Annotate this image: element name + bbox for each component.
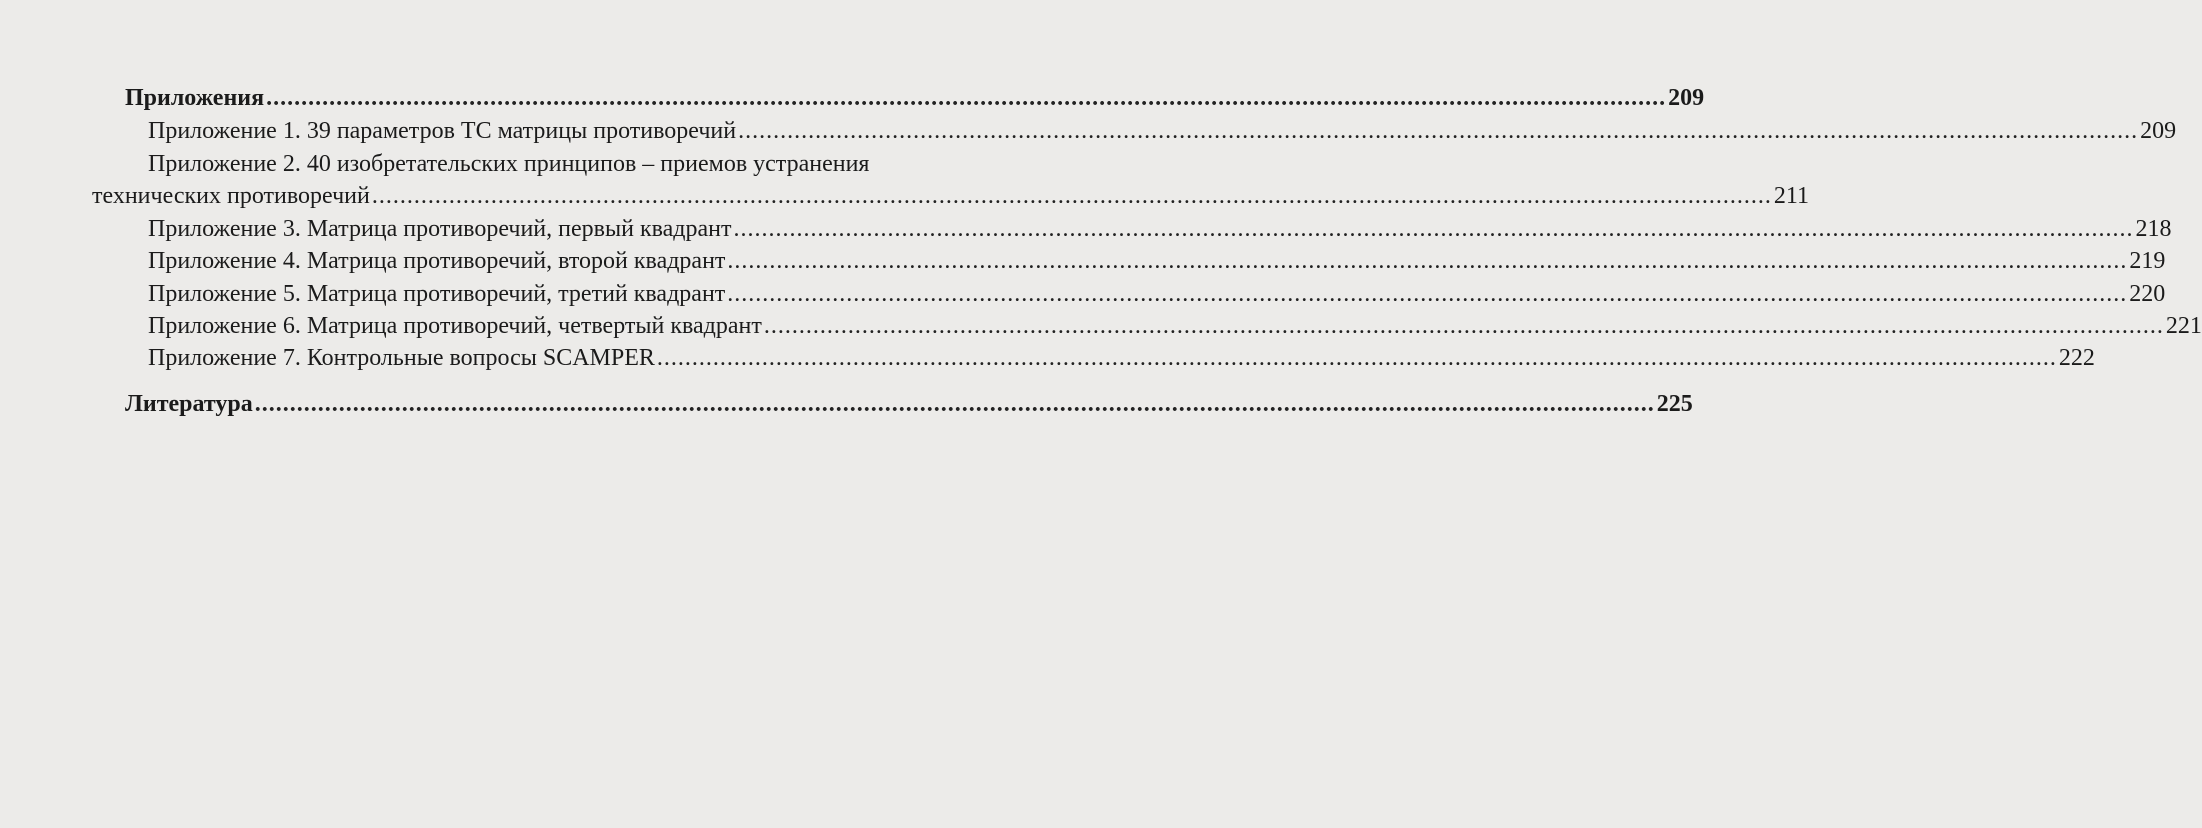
toc-entry-label: Литература — [125, 391, 253, 417]
toc-page-number: 220 — [2129, 281, 2166, 307]
toc-entry-appendix-2-line1 — [148, 148, 1025, 180]
toc-entry-label: Приложение 7. Контрольные вопросы SCAMPER — [148, 345, 655, 371]
toc-entry-appendix-4 — [148, 245, 2166, 277]
toc-entry-label: Приложение 3. Матрица противоречий, первый квадрант — [148, 216, 732, 242]
toc-entry-label: Приложение 5. Матрица противоречий, третий квадрант — [148, 281, 726, 307]
toc-entry-label: Приложение 1. 39 параметров ТС матрицы противоречий — [148, 118, 737, 144]
toc-entry-appendix-1 — [148, 115, 2177, 147]
dot-leader: ........................................................................................................................................................................................................ — [266, 85, 1667, 111]
dot-leader: ........................................................................................................................................................................................................ — [738, 118, 2139, 144]
toc-entry-label: Приложение 4. Матрица противоречий, второй квадрант — [148, 248, 726, 274]
toc-entry-appendix-5 — [148, 278, 2166, 310]
dot-leader: ........................................................................................................................................................................................................ — [727, 281, 2128, 307]
toc-entry-label: Приложение 6. Матрица противоречий, четвертый квадрант — [148, 313, 762, 339]
toc-entry-appendix-3 — [148, 213, 2172, 245]
dot-leader: ........................................................................................................................................................................................................ — [371, 183, 1772, 209]
toc-page-number: 209 — [1668, 85, 1705, 111]
toc-entry-label: Приложения — [125, 85, 265, 111]
dot-leader: ........................................................................................................................................................................................................ — [254, 391, 1655, 417]
toc-page-number: 209 — [2140, 118, 2177, 144]
dot-leader: ........................................................................................................................................................................................................ — [733, 216, 2134, 242]
toc-entry-literature — [125, 388, 1693, 420]
toc-entry-label: Приложение 2. 40 изобретательских принципов – приемов устранения — [148, 151, 870, 177]
dot-leader: ........................................................................................................................................................................................................ — [727, 248, 2128, 274]
toc-page-number: 221 — [2165, 313, 2202, 339]
toc-page-number: 219 — [2129, 248, 2166, 274]
dot-leader: ........................................................................................................................................................................................................ — [763, 313, 2164, 339]
toc-entry-appendix-2-line2 — [92, 180, 1809, 212]
toc-page-number: 218 — [2135, 216, 2172, 242]
toc-entry-appendices — [125, 82, 1705, 114]
toc-entry-appendix-6 — [148, 310, 2202, 342]
toc-entry-label: технических противоречий — [92, 183, 370, 209]
toc-page-number: 225 — [1656, 391, 1693, 417]
toc-entry-appendix-7 — [148, 342, 2095, 374]
toc-page-number: 211 — [1773, 183, 1809, 209]
dot-leader: ........................................................................................................................................................................................................ — [656, 345, 2057, 371]
toc-page-number: 222 — [2058, 345, 2095, 371]
